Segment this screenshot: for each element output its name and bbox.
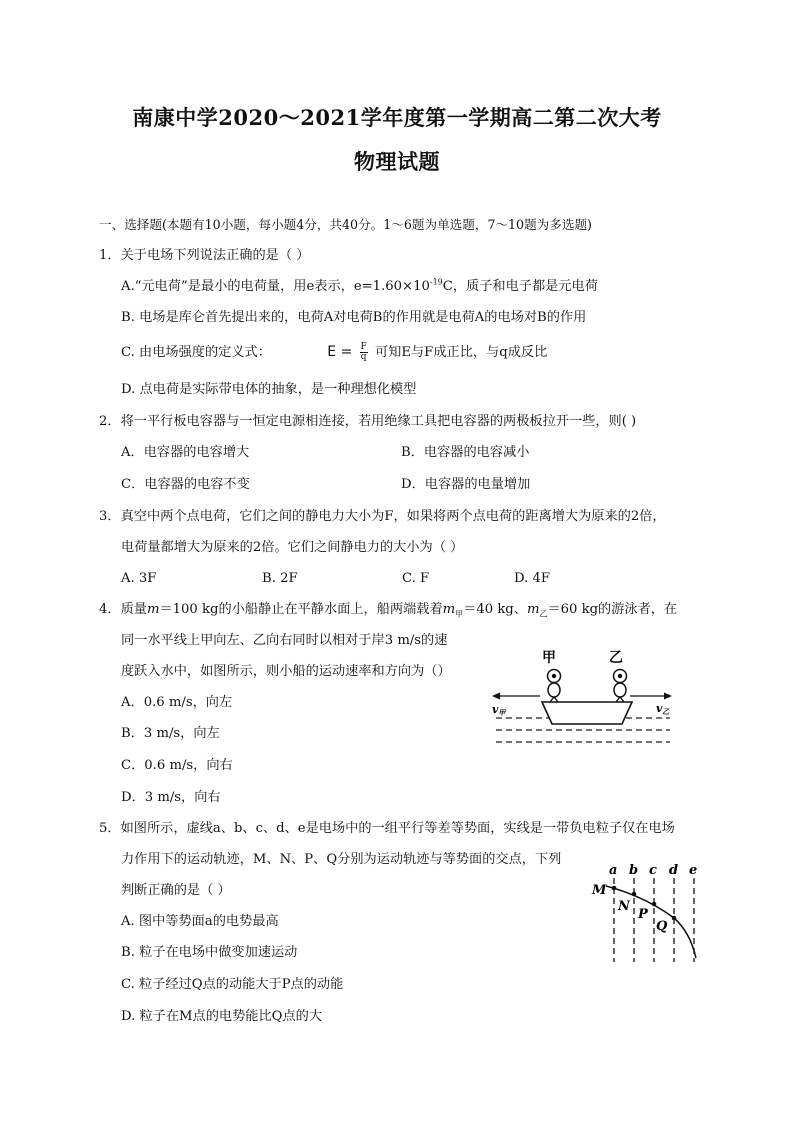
q4-mass-symbol-jia: m bbox=[442, 602, 456, 617]
line-label-b: b bbox=[629, 863, 639, 878]
point-label-P: P bbox=[638, 907, 648, 922]
swimmer-yi bbox=[614, 670, 627, 703]
q2-option-d: D．电容器的电量增加 bbox=[401, 477, 531, 492]
q2-option-b: B．电容器的电容减小 bbox=[401, 445, 530, 460]
q4-stem-yi-mass: ＝60 kg的游泳者，在 bbox=[547, 602, 678, 617]
q1-option-c-text: C. 由电场强度的定义式： bbox=[121, 345, 271, 360]
q4-stem-jia-mass: ＝40 kg、 bbox=[463, 602, 527, 617]
boat-shape bbox=[542, 702, 632, 724]
q4-option-c: C．0.6 m/s，向右 bbox=[121, 758, 233, 773]
q1-option-a bbox=[121, 278, 598, 296]
label-jia: 甲 bbox=[542, 650, 556, 666]
equipotential-lines bbox=[614, 878, 694, 962]
q1-option-a-unit: C，质子和电子都是元电荷 bbox=[442, 279, 598, 294]
q2-stem: 2．将一平行板电容器与一恒定电源相连接，若用绝缘工具把电容器的两极板拉开一些，则( ) bbox=[99, 414, 637, 429]
arrowhead-left bbox=[492, 693, 500, 700]
exam-title: 南康中学2020～2021学年度第一学期高二第二次大考 bbox=[132, 105, 662, 130]
velocity-label-yi bbox=[656, 702, 670, 716]
velocity-label-jia bbox=[492, 703, 506, 717]
q5-option-c: C. 粒子经过Q点的动能大于P点的动能 bbox=[121, 977, 344, 992]
point-label-N: N bbox=[618, 899, 630, 914]
q2-option-c: C．电容器的电容不变 bbox=[121, 477, 250, 492]
line-label-c: c bbox=[649, 863, 657, 878]
q5-stem-line2: 力作用下的运动轨迹，M、N、P、Q分别为运动轨迹与等势面的交点，下列 bbox=[121, 852, 562, 867]
q3-option-d: D. 4F bbox=[514, 571, 551, 586]
q4-subscript-yi: 乙 bbox=[539, 609, 548, 619]
point-label-Q: Q bbox=[656, 919, 668, 934]
q4-subscript-jia: 甲 bbox=[455, 609, 464, 619]
q4-option-b: B．3 m/s，向左 bbox=[121, 726, 220, 741]
point-label-M: M bbox=[592, 883, 607, 898]
swimmer-jia bbox=[548, 670, 561, 703]
q3-stem-line1: 3．真空中两个点电荷，它们之间的静电力大小为F，如果将两个点电荷的距离增大为原来的2倍， bbox=[99, 509, 666, 524]
line-label-d: d bbox=[669, 863, 679, 878]
q1-option-c bbox=[121, 343, 547, 362]
q5-stem-line3: 判断正确的是（ ） bbox=[121, 883, 231, 898]
v-yi-subscript: 乙 bbox=[662, 707, 670, 716]
section-heading: 一、选择题(本题有10小题，每小题4分，共40分。1～6题为单选题，7～10题为多选题) bbox=[99, 217, 592, 232]
q4-stem-boat-mass: ＝100 kg的小船静止在平静水面上，船两端载着 bbox=[159, 602, 443, 617]
q1-option-d: D. 点电荷是实际带电体的抽象，是一种理想化模型 bbox=[121, 382, 417, 397]
equipotential-figure bbox=[586, 858, 706, 968]
arrowhead-right bbox=[664, 693, 672, 700]
field-formula-fraction bbox=[360, 343, 368, 362]
q5-stem-line1: 5．如图所示，虚线a、b、c、d、e是电场中的一组平行等差等势面，实线是一带负电粒子仅在电场 bbox=[99, 821, 675, 836]
boat-swimmers-figure bbox=[484, 648, 680, 748]
q4-stem-line3: 度跃入水中，如图所示，则小船的运动速率和方向为（） bbox=[121, 664, 451, 679]
q3-option-a: A. 3F bbox=[121, 571, 157, 586]
exam-subtitle: 物理试题 bbox=[354, 149, 440, 174]
line-label-a: a bbox=[609, 863, 618, 878]
q4-stem-line2: 同一水平线上甲向左、乙向右同时以相对于岸3 m/s的速 bbox=[121, 633, 448, 648]
line-label-e: e bbox=[689, 863, 698, 878]
field-formula-lhs: E = bbox=[327, 344, 353, 360]
q3-option-c: C. F bbox=[402, 571, 430, 586]
label-yi: 乙 bbox=[609, 650, 623, 666]
particle-trajectory bbox=[606, 886, 696, 958]
q2-option-a: A．电容器的电容增大 bbox=[121, 445, 250, 460]
q4-mass-symbol: m bbox=[146, 602, 160, 617]
q5-option-b: B. 粒子在电场中做变加速运动 bbox=[121, 945, 298, 960]
q1-option-c-conclusion: 可知E与F成正比，与q成反比 bbox=[374, 345, 548, 360]
q4-option-d: D．3 m/s，向右 bbox=[121, 790, 221, 805]
v-jia-symbol: v bbox=[492, 703, 499, 716]
field-formula-denominator: q bbox=[360, 352, 367, 362]
q4-stem-line1 bbox=[99, 601, 677, 619]
field-formula-numerator: F bbox=[360, 342, 367, 352]
v-jia-subscript: 甲 bbox=[498, 708, 506, 717]
q4-option-a: A．0.6 m/s，向左 bbox=[121, 695, 233, 710]
line-labels bbox=[609, 863, 697, 878]
q4-mass-symbol-yi: m bbox=[526, 602, 540, 617]
q1-option-a-exponent: -19 bbox=[429, 277, 443, 287]
v-yi-symbol: v bbox=[656, 702, 663, 715]
q1-stem: 1．关于电场下列说法正确的是（ ） bbox=[99, 248, 310, 263]
q1-option-b: B. 电场是库仑首先提出来的，电荷A对电荷B的作用就是电荷A的电场对B的作用 bbox=[121, 310, 587, 325]
q3-stem-line2: 电荷量都增大为原来的2倍。它们之间静电力的大小为（ ） bbox=[121, 540, 464, 555]
point-labels bbox=[591, 883, 668, 934]
q5-option-a: A. 图中等势面a的电势最高 bbox=[121, 914, 279, 929]
q4-stem-prefix: 4．质量 bbox=[99, 602, 147, 617]
q5-option-d: D. 粒子在M点的电势能比Q点的大 bbox=[121, 1009, 323, 1024]
q1-option-a-text: A.“元电荷”是最小的电荷量，用e表示，e=1.60×10 bbox=[121, 279, 430, 294]
q3-option-b: B. 2F bbox=[262, 571, 298, 586]
